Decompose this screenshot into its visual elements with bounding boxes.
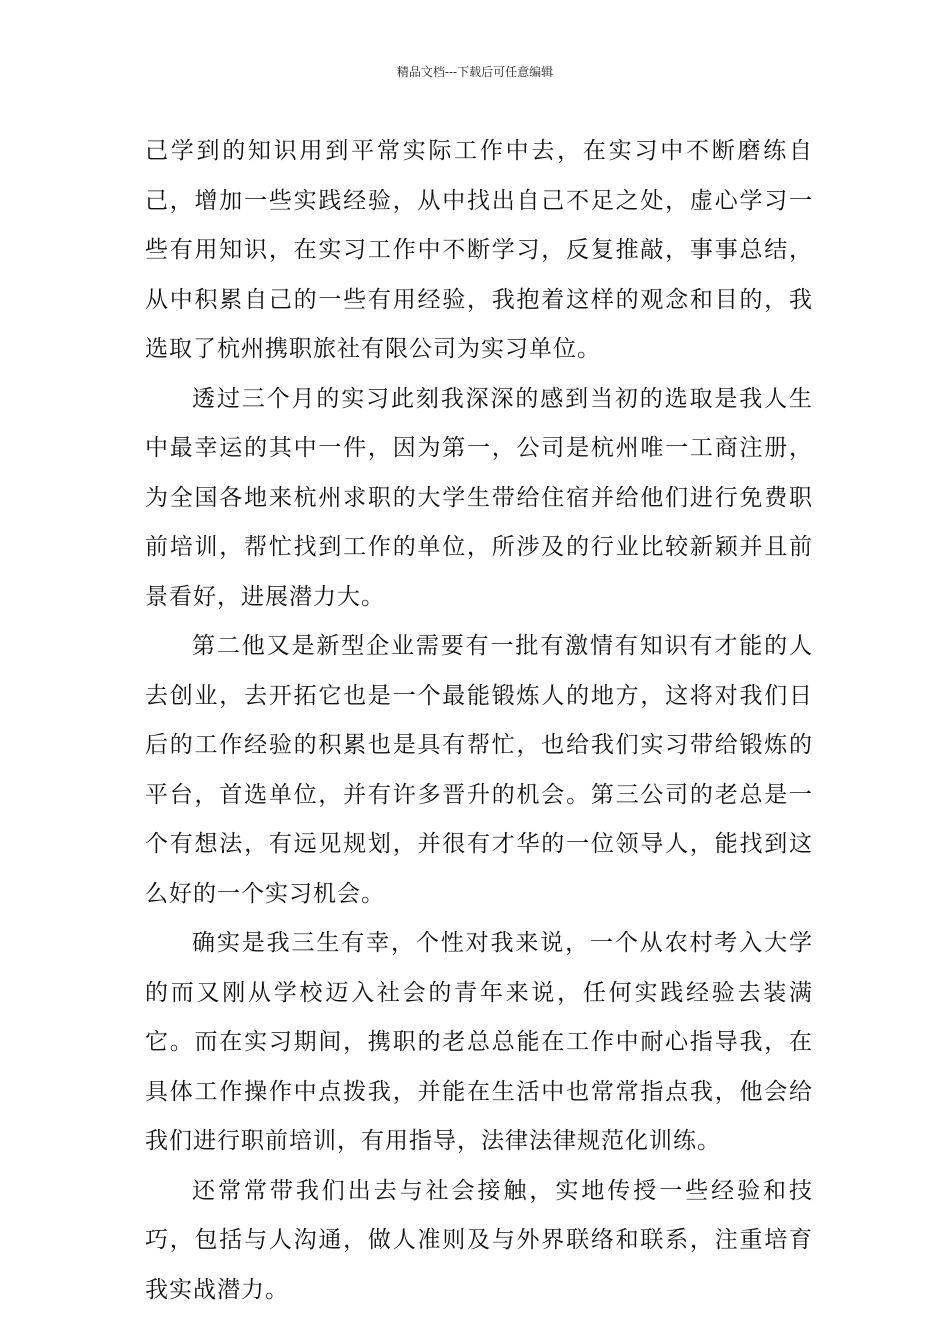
paragraph: 透过三个月的实习此刻我深深的感到当初的选取是我人生中最幸运的其中一件，因为第一，公司是杭州唯一工商注册，为全国各地来杭州求职的大学生带给住宿并给他们进行免费职前培训，帮忙找到工作的单位，所涉及的行业比较新颖并且前景看好，进展潜力大。	[145, 385, 813, 610]
paragraph-continuation: 己学到的知识用到平常实际工作中去，在实习中不断磨练自己，增加一些实践经验，从中找出自己不足之处，虚心学习一些有用知识，在实习工作中不断学习，反复推敲，事事总结，从中积累自己的一些有用经验，我抱着这样的观念和目的，我选取了杭州携职旅社有限公司为实习单位。	[145, 138, 813, 362]
document-body	[145, 127, 813, 1315]
paragraph: 第二他又是新型企业需要有一批有激情有知识有才能的人去创业，去开拓它也是一个最能锻炼人的地方，这将对我们日后的工作经验的积累也是具有帮忙，也给我们实习带给锻炼的平台，首选单位，并有许多晋升的机会。第三公司的老总是一个有想法，有远见规划，并很有才华的一位领导人，能找到这么好的一个实习机会。	[145, 633, 813, 907]
paragraph: 确实是我三生有幸，个性对我来说，一个从农村考入大学的而又刚从学校迈入社会的青年来说，任何实践经验去装满它。而在实习期间，携职的老总总能在工作中耐心指导我，在具体工作操作中点拨我，并能在生活中也常常指点我，他会给我们进行职前培训，有用指导，法律法律规范化训练。	[145, 930, 813, 1154]
page-header: 精品文档---下载后可任意编辑	[396, 65, 554, 79]
paragraph: 还常常带我们出去与社会接触，实地传授一些经验和技巧，包括与人沟通，做人准则及与外界联络和联系，注重培育我实战潜力。	[145, 1177, 813, 1303]
